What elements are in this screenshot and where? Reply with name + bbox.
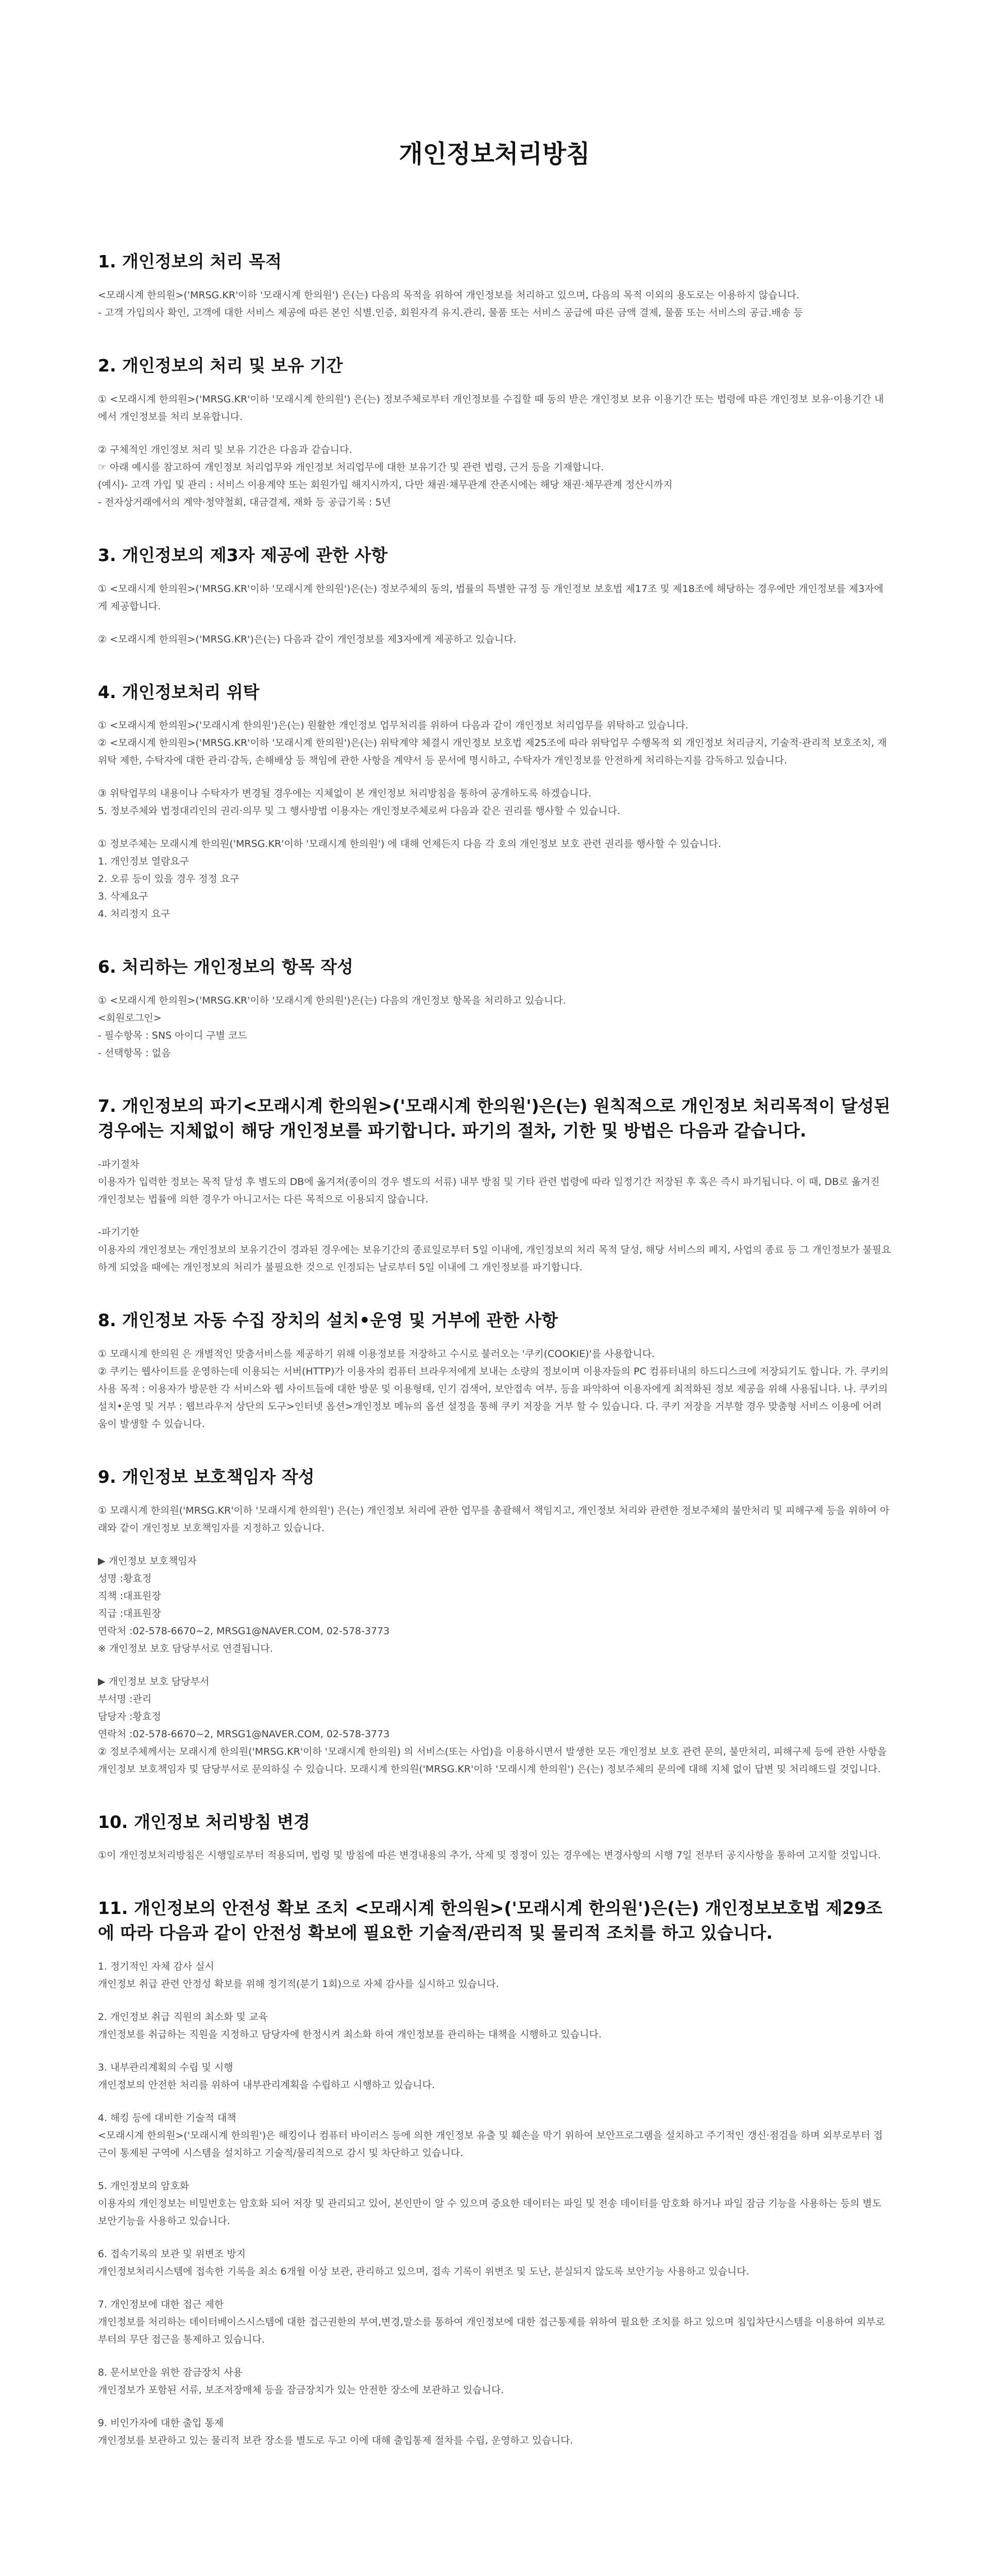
section-paragraph: ①이 개인정보처리방침은 시행일로부터 적용되며, 법령 및 방침에 따른 변경내용의 추가, 삭제 및 정정이 있는 경우에는 변경사항의 시행 7일 전부터 공지사항을 통하여 고지할 것입니다.	[98, 1850, 881, 1861]
section-title: 6. 처리하는 개인정보의 항목 작성	[98, 957, 353, 977]
section-title: 4. 개인정보처리 위탁	[98, 682, 260, 702]
policy-section-1	[98, 249, 891, 321]
paragraph-gap	[98, 2280, 891, 2296]
section-paragraph: ① <모래시계 한의원>('MRSG.KR'이하 '모래시계 한의원')은(는) 정보주체의 동의, 법률의 특별한 규정 등 개인정보 보호법 제17조 및 제18조에 해당하는 경우에만 개인정보를 제3자에게 제공합니다.	[98, 583, 884, 612]
paragraph-gap	[98, 2094, 891, 2109]
policy-sections	[98, 249, 891, 2449]
section-title: 7. 개인정보의 파기<모래시계 한의원>('모래시계 한의원')은(는) 원칙적으로 개인정보 처리목적이 달성된 경우에는 지체없이 해당 개인정보를 파기합니다. 파기의 절차, 기한 및 방법은 다음과 같습니다.	[98, 1096, 891, 1141]
paragraph-gap	[98, 769, 891, 785]
section-paragraph: 1. 정기적인 자체 감사 실시 개인정보 취급 관련 안정성 확보를 위해 정기적(분기 1회)으로 자체 감사를 실시하고 있습니다.	[98, 1961, 499, 1990]
section-paragraph: 6. 접속기록의 보관 및 위변조 방지 개인정보처리시스템에 접속한 기록을 최소 6개월 이상 보관, 관리하고 있으며, 접속 기록이 위변조 및 도난, 분실되지 않도록 보안기능 사용하고 있습니다.	[98, 2248, 749, 2278]
paragraph-gap	[98, 1993, 891, 2008]
page-title: 개인정보처리방침	[399, 140, 590, 168]
paragraph-gap	[98, 1537, 891, 1552]
section-title: 10. 개인정보 처리방침 변경	[98, 1811, 310, 1832]
paragraph-gap	[98, 2348, 891, 2364]
section-paragraph: ① <모래시계 한의원>('모래시계 한의원')은(는) 원활한 개인정보 업무처리를 위하여 다음과 같이 개인정보 처리업무를 위탁하고 있습니다. ② <모래시계 한의원>('MRSG.KR'이하 '모래시계 한의원')은(는) 위탁계약 체결시 개인정보 보호법 제25조에 따라 위탁업무 수행목적 외 개인정보 처리금지, 기술적·관리적 보호조치, 재위탁 제한, 수탁자에 대한 관리·감독, 손해배상 등 책임에 관한 사항을 계약서 등 문서에 명시하고, 수탁자가 개인정보를 안전하게 처리하는지를 감독하고 있습니다.	[98, 720, 887, 767]
policy-section-3	[98, 543, 891, 648]
section-paragraph: <모래시계 한의원>('MRSG.KR'이하 '모래시계 한의원') 은(는) 다음의 목적을 위하여 개인정보를 처리하고 있으며, 다음의 목적 이외의 용도로는 이용하지 않습니다. - 고객 가입의사 확인, 고객에 대한 서비스 제공에 따른 본인 식별.인증, 회원자격 유지.관리, 물품 또는 서비스 공급에 따른 금액 결제, 물품 또는 서비스의 공급.배송 등	[98, 289, 803, 318]
section-paragraph: ▶ 개인정보 보호 담당부서 부서명 :관리 담당자 :황효정 연락처 :02-578-6670~2, MRSG1@NAVER.COM, 02-578-3773 ② 정보주체께서는 모래시계 한의원('MRSG.KR'이하 '모래시계 한의원) 의 서비스(또는 사업)을 이용하시면서 발생한 모든 개인정보 보호 관련 문의, 불만처리, 피해구제 등에 관한 사항을 개인정보 보호책임자 및 담당부서로 문의하실 수 있습니다. 모래시계 한의원('MRSG.KR'이하 '모래시계 한의원') 은(는) 정보주체의 문의에 대해 지체 없이 답변 및 처리해드릴 것입니다.	[98, 1675, 887, 1775]
paragraph-gap	[98, 2162, 891, 2177]
section-paragraph: 5. 개인정보의 암호화 이용자의 개인정보는 비밀번호는 암호화 되어 저장 및 관리되고 있어, 본인만이 알 수 있으며 중요한 데이터는 파일 및 전송 데이터를 암호화 하거나 파일 잠금 기능을 사용하는 등의 별도 보안기능을 사용하고 있습니다.	[98, 2180, 882, 2227]
section-title: 2. 개인정보의 처리 및 보유 기간	[98, 355, 343, 376]
paragraph-gap	[98, 615, 891, 631]
section-title: 8. 개인정보 자동 수집 장치의 설치•운영 및 거부에 관한 사항	[98, 1310, 558, 1330]
section-paragraph: 9. 비인가자에 대한 출입 통제 개인정보를 보관하고 있는 물리적 보관 장소를 별도로 두고 이에 대해 출입통제 절차를 수립, 운영하고 있습니다.	[98, 2417, 573, 2447]
policy-section-7	[98, 1308, 891, 1433]
section-paragraph: ② 구체적인 개인정보 처리 및 보유 기간은 다음과 같습니다. ☞ 아래 예시를 참고하여 개인정보 처리업무와 개인정보 처리업무에 대한 보유기간 및 관련 법령, 근거 등을 기재합니다. (예시)- 고객 가입 및 관리 : 서비스 이용계약 또는 회원가입 해지시까지, 다만 채권·채무관계 잔존시에는 해당 채권·채무관계 정산시까지 - 전자상거래에서의 계약·청약철회, 대금결제, 재화 등 공급기록 : 5년	[98, 444, 673, 508]
section-paragraph: 7. 개인정보에 대한 접근 제한 개인정보를 처리하는 데이터베이스시스템에 대한 접근권한의 부여,변경,말소를 통하여 개인정보에 대한 접근통제를 위하여 필요한 조치를 하고 있으며 침입차단시스템을 이용하여 외부로부터의 무단 접근을 통제하고 있습니다.	[98, 2299, 885, 2346]
section-paragraph: ① 정보주체는 모래시계 한의원('MRSG.KR'이하 '모래시계 한의원') 에 대해 언제든지 다음 각 호의 개인정보 보호 관련 권리를 행사할 수 있습니다. 1. 개인정보 열람요구 2. 오류 등이 있을 경우 정정 요구 3. 삭제요구 4. 처리정지 요구	[98, 838, 721, 920]
policy-section-6	[98, 1094, 891, 1276]
paragraph-gap	[98, 820, 891, 835]
paragraph-gap	[98, 426, 891, 441]
section-paragraph: ① 모래시계 한의원('MRSG.KR'이하 '모래시계 한의원') 은(는) 개인정보 처리에 관한 업무를 총괄해서 책임지고, 개인정보 처리와 관련한 정보주체의 불만처리 및 피해구제 등을 위하여 아래와 같이 개인정보 보호책임자를 지정하고 있습니다.	[98, 1504, 890, 1534]
paragraph-gap	[98, 2230, 891, 2245]
section-paragraph: ③ 위탁업무의 내용이나 수탁자가 변경될 경우에는 지체없이 본 개인정보 처리방침을 통하여 공개하도록 하겠습니다. 5. 정보주체와 법정대리인의 권리·의무 및 그 행사방법 이용자는 개인정보주체로써 다음과 같은 권리를 행사할 수 있습니다.	[98, 788, 621, 817]
section-title: 11. 개인정보의 안전성 확보 조치 <모래시계 한의원>('모래시계 한의원')은(는) 개인정보보호법 제29조에 따라 다음과 같이 안전성 확보에 필요한 기술적/관리적 및 물리적 조치를 하고 있습니다.	[98, 1898, 883, 1943]
section-paragraph: 2. 개인정보 취급 직원의 최소화 및 교육 개인정보를 취급하는 직원을 지정하고 담당자에 한정시켜 최소화 하여 개인정보를 관리하는 대책을 시행하고 있습니다.	[98, 2011, 602, 2041]
section-title: 3. 개인정보의 제3자 제공에 관한 사항	[98, 545, 388, 565]
section-title: 1. 개인정보의 처리 목적	[98, 251, 282, 272]
section-paragraph: ① 모래시계 한의원 은 개별적인 맞춤서비스를 제공하기 위해 이용정보를 저장하고 수시로 불러오는 '쿠키(COOKIE)'를 사용합니다. ② 쿠키는 웹사이트를 운영하는데 이용되는 서버(HTTP)가 이용자의 컴퓨터 브라우저에게 보내는 소량의 정보이며 이용자들의 PC 컴퓨터내의 하드디스크에 저장되기도 합니다. 가. 쿠키의 사용 목적 : 이용자가 방문한 각 서비스와 웹 사이트들에 대한 방문 및 이용형태, 인기 검색어, 보안접속 여부, 등을 파악하여 이용자에게 최적화된 정보 제공을 위해 사용됩니다. 나. 쿠키의 설치•운영 및 거부 : 웹브라우저 상단의 도구>인터넷 옵션>개인정보 메뉴의 옵션 설정을 통해 쿠키 저장을 거부 할 수 있습니다. 다. 쿠키 저장을 거부할 경우 맞춤형 서비스 이용에 어려움이 발생할 수 있습니다.	[98, 1348, 889, 1430]
content-container	[98, 0, 891, 2449]
paragraph-gap	[98, 2399, 891, 2414]
section-title: 9. 개인정보 보호책임자 작성	[98, 1466, 315, 1487]
section-paragraph: 3. 내부관리계획의 수립 및 시행 개인정보의 안전한 처리를 위하여 내부관리계획을 수립하고 시행하고 있습니다.	[98, 2062, 435, 2091]
policy-section-9	[98, 1810, 891, 1865]
paragraph-gap	[98, 1208, 891, 1224]
paragraph-gap	[98, 2043, 891, 2059]
section-paragraph: -파기기한 이용자의 개인정보는 개인정보의 보유기간이 경과된 경우에는 보유기간의 종료일로부터 5일 이내에, 개인정보의 처리 목적 달성, 해당 서비스의 폐지, 사업의 종료 등 그 개인정보가 불필요하게 되었을 때에는 개인정보의 처리가 불필요한 것으로 인정되는 날로부터 5일 이내에 그 개인정보를 파기합니다.	[98, 1226, 891, 1273]
section-paragraph: -파기절차 이용자가 입력한 정보는 목적 달성 후 별도의 DB에 옮겨져(종이의 경우 별도의 서류) 내부 방침 및 기타 관련 법령에 따라 일정기간 저장된 후 혹은 즉시 파기됩니다. 이 때, DB로 옮겨진 개인정보는 법률에 의한 경우가 아니고서는 다른 목적으로 이용되지 않습니다.	[98, 1158, 880, 1205]
paragraph-gap	[98, 1657, 891, 1673]
section-paragraph: ① <모래시계 한의원>('MRSG.KR'이하 '모래시계 한의원')은(는) 다음의 개인정보 항목을 처리하고 있습니다. <회원로그인> - 필수항목 : SNS 아이디 구별 코드 - 선택항목 : 없음	[98, 995, 566, 1059]
section-paragraph: ① <모래시계 한의원>('MRSG.KR'이하 '모래시계 한의원') 은(는) 정보주체로부터 개인정보를 수집할 때 동의 받은 개인정보 보유 이용기간 또는 법령에 따른 개인정보 보유·이용기간 내에서 개인정보를 처리 보유합니다.	[98, 393, 884, 422]
policy-section-10	[98, 1896, 891, 2449]
policy-section-4	[98, 680, 891, 923]
policy-section-8	[98, 1465, 891, 1778]
section-paragraph: 8. 문서보안을 위한 잠금장치 사용 개인정보가 포함된 서류, 보조저장매체 등을 잠금장치가 있는 안전한 장소에 보관하고 있습니다.	[98, 2367, 504, 2396]
section-paragraph: ② <모래시계 한의원>('MRSG.KR')은(는) 다음과 같이 개인정보를 제3자에게 제공하고 있습니다.	[98, 633, 517, 645]
section-paragraph: 4. 해킹 등에 대비한 기술적 대책 <모래시계 한의원>('모래시계 한의원')은 해킹이나 컴퓨터 바이러스 등에 의한 개인정보 유출 및 훼손을 막기 위하여 보안프로그램을 설치하고 주기적인 갱신·점검을 하며 외부로부터 접근이 통제된 구역에 시스템을 설치하고 기술적/물리적으로 감시 및 차단하고 있습니다.	[98, 2112, 883, 2159]
section-paragraph: ▶ 개인정보 보호책임자 성명 :황효정 직책 :대표원장 직급 :대표원장 연락처 :02-578-6670~2, MRSG1@NAVER.COM, 02-578-3773 ※ 개인정보 보호 담당부서로 연결됩니다.	[98, 1555, 390, 1654]
policy-section-5	[98, 955, 891, 1062]
policy-section-2	[98, 353, 891, 511]
